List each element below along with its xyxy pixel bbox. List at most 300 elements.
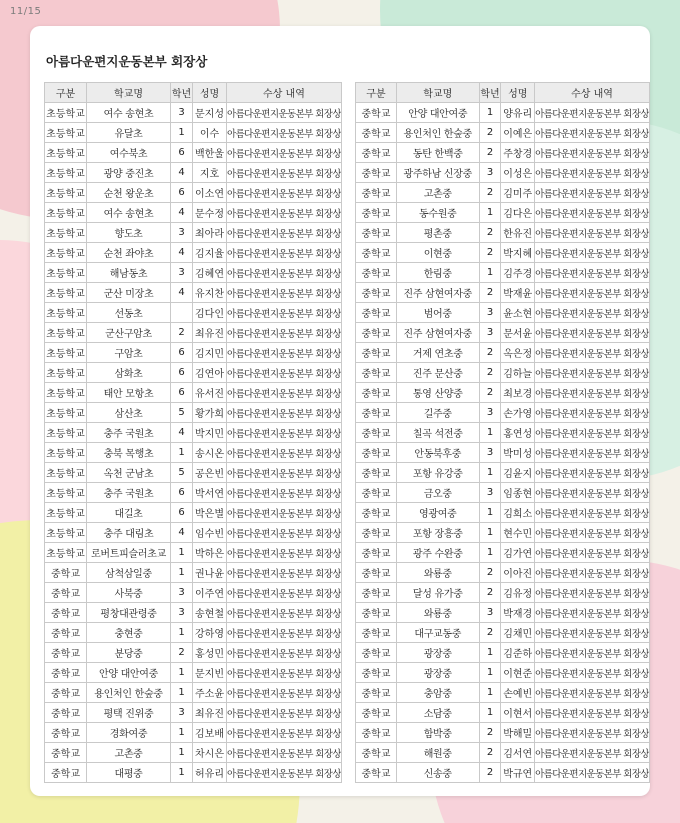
name-cell: 김혜연 — [193, 263, 227, 283]
table-row — [356, 283, 650, 303]
category-cell: 중학교 — [356, 743, 397, 763]
category-cell: 중학교 — [356, 423, 397, 443]
name-cell: 문서윤 — [501, 323, 535, 343]
school-cell: 고촌중 — [87, 743, 171, 763]
school-cell: 와룡중 — [396, 563, 479, 583]
grade-cell: 3 — [479, 303, 501, 323]
award-cell: 아름다운편지운동본부 회장상 — [535, 503, 650, 523]
table-row — [45, 583, 342, 603]
category-cell: 초등학교 — [45, 263, 87, 283]
school-cell: 삼화초 — [87, 363, 171, 383]
grade-cell: 1 — [479, 663, 501, 683]
award-cell: 아름다운편지운동본부 회장상 — [535, 243, 650, 263]
grade-cell: 1 — [171, 543, 193, 563]
category-cell: 중학교 — [356, 263, 397, 283]
school-cell: 군산 미장초 — [87, 283, 171, 303]
grade-cell: 1 — [479, 503, 501, 523]
table-row — [45, 663, 342, 683]
name-cell: 유서진 — [193, 383, 227, 403]
award-cell: 아름다운편지운동본부 회장상 — [535, 663, 650, 683]
name-cell: 이현서 — [501, 703, 535, 723]
award-cell: 아름다운편지운동본부 회장상 — [535, 623, 650, 643]
category-cell: 초등학교 — [45, 203, 87, 223]
award-cell: 아름다운편지운동본부 회장상 — [535, 363, 650, 383]
school-cell: 로버트피슬러초교 — [87, 543, 171, 563]
school-cell: 이현중 — [396, 243, 479, 263]
name-cell: 한유진 — [501, 223, 535, 243]
school-cell: 길주중 — [396, 403, 479, 423]
award-cell: 아름다운편지운동본부 회장상 — [227, 423, 342, 443]
category-cell: 중학교 — [356, 463, 397, 483]
name-cell: 최유진 — [193, 323, 227, 343]
name-cell: 김다은 — [501, 203, 535, 223]
award-cell: 아름다운편지운동본부 회장상 — [227, 103, 342, 123]
grade-cell: 5 — [171, 403, 193, 423]
name-cell: 김미주 — [501, 183, 535, 203]
name-cell: 옥은정 — [501, 343, 535, 363]
category-cell: 중학교 — [45, 723, 87, 743]
award-cell: 아름다운편지운동본부 회장상 — [227, 283, 342, 303]
category-cell: 중학교 — [45, 683, 87, 703]
name-cell: 문지성 — [193, 103, 227, 123]
category-cell: 초등학교 — [45, 423, 87, 443]
table-row — [45, 543, 342, 563]
school-cell: 경화여중 — [87, 723, 171, 743]
award-cell: 아름다운편지운동본부 회장상 — [535, 163, 650, 183]
category-cell: 중학교 — [356, 563, 397, 583]
school-cell: 대평중 — [87, 763, 171, 783]
table-row — [356, 483, 650, 503]
table-row — [356, 323, 650, 343]
grade-cell: 1 — [479, 263, 501, 283]
name-cell: 임수빈 — [193, 523, 227, 543]
table-row — [45, 443, 342, 463]
grade-cell: 4 — [171, 423, 193, 443]
award-cell: 아름다운편지운동본부 회장상 — [227, 663, 342, 683]
name-cell: 양유리 — [501, 103, 535, 123]
table-row — [45, 143, 342, 163]
category-cell: 중학교 — [356, 103, 397, 123]
category-cell: 중학교 — [356, 183, 397, 203]
table-row — [45, 183, 342, 203]
category-cell: 중학교 — [356, 503, 397, 523]
table-row — [356, 563, 650, 583]
category-cell: 중학교 — [356, 123, 397, 143]
header-category: 구분 — [356, 83, 397, 103]
category-cell: 중학교 — [45, 603, 87, 623]
name-cell: 이예은 — [501, 123, 535, 143]
grade-cell: 6 — [171, 183, 193, 203]
category-cell: 중학교 — [356, 243, 397, 263]
award-cell: 아름다운편지운동본부 회장상 — [535, 343, 650, 363]
header-category: 구분 — [45, 83, 87, 103]
table-row — [356, 703, 650, 723]
category-cell: 중학교 — [356, 163, 397, 183]
grade-cell: 1 — [479, 523, 501, 543]
award-cell: 아름다운편지운동본부 회장상 — [535, 223, 650, 243]
table-row — [45, 123, 342, 143]
grade-cell: 2 — [479, 143, 501, 163]
school-cell: 거제 연초중 — [396, 343, 479, 363]
table-row — [356, 123, 650, 143]
award-cell: 아름다운편지운동본부 회장상 — [227, 703, 342, 723]
name-cell: 박하은 — [193, 543, 227, 563]
table-row — [45, 243, 342, 263]
award-cell: 아름다운편지운동본부 회장상 — [535, 463, 650, 483]
table-row — [356, 183, 650, 203]
award-cell: 아름다운편지운동본부 회장상 — [535, 263, 650, 283]
award-cell: 아름다운편지운동본부 회장상 — [535, 703, 650, 723]
award-cell: 아름다운편지운동본부 회장상 — [535, 643, 650, 663]
name-cell: 김연아 — [193, 363, 227, 383]
school-cell: 옥천 군남초 — [87, 463, 171, 483]
school-cell: 선동초 — [87, 303, 171, 323]
grade-cell: 3 — [479, 603, 501, 623]
school-cell: 구암초 — [87, 343, 171, 363]
name-cell: 송현철 — [193, 603, 227, 623]
school-cell: 충주 국원초 — [87, 423, 171, 443]
table-row — [45, 623, 342, 643]
school-cell: 포항 장흥중 — [396, 523, 479, 543]
name-cell: 최유진 — [193, 703, 227, 723]
name-cell: 김가연 — [501, 543, 535, 563]
grade-cell: 1 — [171, 683, 193, 703]
category-cell: 초등학교 — [45, 523, 87, 543]
name-cell: 이성은 — [501, 163, 535, 183]
table-row — [45, 263, 342, 283]
category-cell: 초등학교 — [45, 103, 87, 123]
school-cell: 충북 목행초 — [87, 443, 171, 463]
category-cell: 중학교 — [45, 623, 87, 643]
category-cell: 초등학교 — [45, 143, 87, 163]
grade-cell: 3 — [171, 703, 193, 723]
grade-cell: 3 — [171, 223, 193, 243]
school-cell: 분당중 — [87, 643, 171, 663]
name-cell: 차시은 — [193, 743, 227, 763]
table-row — [45, 423, 342, 443]
grade-cell: 4 — [171, 243, 193, 263]
table-row — [356, 463, 650, 483]
category-cell: 중학교 — [356, 623, 397, 643]
name-cell: 지호 — [193, 163, 227, 183]
award-table-left — [44, 82, 342, 783]
school-cell: 와룡중 — [396, 603, 479, 623]
award-cell: 아름다운편지운동본부 회장상 — [535, 743, 650, 763]
grade-cell: 1 — [479, 543, 501, 563]
category-cell: 초등학교 — [45, 543, 87, 563]
award-cell: 아름다운편지운동본부 회장상 — [227, 143, 342, 163]
name-cell: 김지율 — [193, 243, 227, 263]
table-row — [45, 703, 342, 723]
table-row — [45, 483, 342, 503]
table-row — [356, 423, 650, 443]
grade-cell: 1 — [171, 743, 193, 763]
school-cell: 신송중 — [396, 763, 479, 783]
award-cell: 아름다운편지운동본부 회장상 — [227, 683, 342, 703]
table-row — [45, 283, 342, 303]
school-cell: 통영 산양중 — [396, 383, 479, 403]
grade-cell: 6 — [171, 343, 193, 363]
table-row — [45, 223, 342, 243]
grade-cell: 1 — [171, 723, 193, 743]
school-cell: 순천 왕운초 — [87, 183, 171, 203]
grade-cell: 3 — [171, 603, 193, 623]
category-cell: 중학교 — [356, 203, 397, 223]
table-row — [356, 763, 650, 783]
table-body — [356, 103, 650, 783]
school-cell: 달성 유가중 — [396, 583, 479, 603]
award-cell: 아름다운편지운동본부 회장상 — [227, 403, 342, 423]
table-row — [356, 223, 650, 243]
table-row — [356, 243, 650, 263]
award-cell: 아름다운편지운동본부 회장상 — [227, 323, 342, 343]
grade-cell: 6 — [171, 503, 193, 523]
table-row — [45, 643, 342, 663]
table-row — [45, 503, 342, 523]
award-cell: 아름다운편지운동본부 회장상 — [227, 563, 342, 583]
table-row — [356, 743, 650, 763]
table-row — [356, 363, 650, 383]
category-cell: 초등학교 — [45, 343, 87, 363]
page-title: 아름다운편지운동본부 회장상 — [46, 54, 208, 69]
award-cell: 아름다운편지운동본부 회장상 — [535, 423, 650, 443]
school-cell: 안양 대안여중 — [396, 103, 479, 123]
grade-cell: 2 — [479, 243, 501, 263]
table-row — [45, 723, 342, 743]
award-cell: 아름다운편지운동본부 회장상 — [227, 343, 342, 363]
table-row — [356, 663, 650, 683]
category-cell: 중학교 — [356, 763, 397, 783]
table-row — [356, 443, 650, 463]
name-cell: 박해밀 — [501, 723, 535, 743]
grade-cell: 3 — [479, 443, 501, 463]
category-cell: 중학교 — [356, 703, 397, 723]
award-cell: 아름다운편지운동본부 회장상 — [227, 123, 342, 143]
school-cell: 향도초 — [87, 223, 171, 243]
grade-cell: 4 — [171, 283, 193, 303]
table-row — [45, 343, 342, 363]
award-cell: 아름다운편지운동본부 회장상 — [535, 103, 650, 123]
table-row — [45, 403, 342, 423]
table-row — [45, 603, 342, 623]
table-row — [356, 683, 650, 703]
name-cell: 문수정 — [193, 203, 227, 223]
grade-cell: 1 — [479, 643, 501, 663]
table-row — [45, 763, 342, 783]
category-cell: 초등학교 — [45, 383, 87, 403]
school-cell: 광장중 — [396, 663, 479, 683]
header-school: 학교명 — [396, 83, 479, 103]
table-row — [356, 403, 650, 423]
award-cell: 아름다운편지운동본부 회장상 — [535, 683, 650, 703]
school-cell: 용인처인 한숲중 — [396, 123, 479, 143]
name-cell: 김지민 — [193, 343, 227, 363]
school-cell: 동탄 한백중 — [396, 143, 479, 163]
grade-cell: 4 — [171, 163, 193, 183]
category-cell: 초등학교 — [45, 183, 87, 203]
school-cell: 삼척삼일중 — [87, 563, 171, 583]
name-cell: 주소윤 — [193, 683, 227, 703]
award-table-right — [355, 82, 650, 783]
award-cell: 아름다운편지운동본부 회장상 — [535, 303, 650, 323]
name-cell: 손예빈 — [501, 683, 535, 703]
school-cell: 진주 문산중 — [396, 363, 479, 383]
grade-cell: 4 — [171, 523, 193, 543]
award-cell: 아름다운편지운동본부 회장상 — [227, 583, 342, 603]
table-row — [45, 383, 342, 403]
award-cell: 아름다운편지운동본부 회장상 — [535, 283, 650, 303]
table-row — [356, 583, 650, 603]
award-cell: 아름다운편지운동본부 회장상 — [227, 263, 342, 283]
award-cell: 아름다운편지운동본부 회장상 — [227, 743, 342, 763]
grade-cell: 1 — [479, 683, 501, 703]
grade-cell: 3 — [171, 103, 193, 123]
award-cell: 아름다운편지운동본부 회장상 — [227, 183, 342, 203]
category-cell: 중학교 — [45, 703, 87, 723]
category-cell: 중학교 — [45, 663, 87, 683]
school-cell: 대구교동중 — [396, 623, 479, 643]
table-row — [356, 643, 650, 663]
category-cell: 중학교 — [356, 443, 397, 463]
name-cell: 공은빈 — [193, 463, 227, 483]
table-row — [45, 743, 342, 763]
grade-cell: 2 — [479, 223, 501, 243]
name-cell: 김하늘 — [501, 363, 535, 383]
award-cell: 아름다운편지운동본부 회장상 — [535, 443, 650, 463]
grade-cell: 1 — [479, 203, 501, 223]
table-header-row — [356, 83, 650, 103]
name-cell: 김희소 — [501, 503, 535, 523]
award-cell: 아름다운편지운동본부 회장상 — [535, 603, 650, 623]
award-cell: 아름다운편지운동본부 회장상 — [227, 483, 342, 503]
name-cell: 박재경 — [501, 603, 535, 623]
grade-cell: 1 — [171, 663, 193, 683]
category-cell: 중학교 — [356, 363, 397, 383]
school-cell: 한림중 — [396, 263, 479, 283]
page-number: 11/15 — [10, 6, 42, 17]
grade-cell: 1 — [479, 423, 501, 443]
grade-cell: 2 — [479, 343, 501, 363]
category-cell: 중학교 — [356, 643, 397, 663]
category-cell: 초등학교 — [45, 283, 87, 303]
school-cell: 여수북초 — [87, 143, 171, 163]
award-cell: 아름다운편지운동본부 회장상 — [535, 563, 650, 583]
name-cell: 박지혜 — [501, 243, 535, 263]
school-cell: 순천 좌야초 — [87, 243, 171, 263]
award-cell: 아름다운편지운동본부 회장상 — [227, 523, 342, 543]
table-row — [45, 163, 342, 183]
award-cell: 아름다운편지운동본부 회장상 — [535, 203, 650, 223]
table-row — [45, 463, 342, 483]
category-cell: 초등학교 — [45, 303, 87, 323]
school-cell: 포항 유강중 — [396, 463, 479, 483]
content-card — [30, 26, 650, 796]
school-cell: 평촌중 — [396, 223, 479, 243]
category-cell: 중학교 — [356, 723, 397, 743]
school-cell: 함박중 — [396, 723, 479, 743]
table-row — [45, 563, 342, 583]
table-row — [45, 103, 342, 123]
grade-cell: 6 — [171, 143, 193, 163]
category-cell: 초등학교 — [45, 403, 87, 423]
name-cell: 이현준 — [501, 663, 535, 683]
name-cell: 이소연 — [193, 183, 227, 203]
category-cell: 초등학교 — [45, 243, 87, 263]
grade-cell: 1 — [171, 123, 193, 143]
school-cell: 군산구암초 — [87, 323, 171, 343]
grade-cell: 3 — [479, 323, 501, 343]
category-cell: 중학교 — [356, 383, 397, 403]
category-cell: 중학교 — [356, 223, 397, 243]
award-cell: 아름다운편지운동본부 회장상 — [535, 583, 650, 603]
award-cell: 아름다운편지운동본부 회장상 — [535, 523, 650, 543]
school-cell: 여수 송현초 — [87, 203, 171, 223]
school-cell: 충주 국원초 — [87, 483, 171, 503]
name-cell: 김윤지 — [501, 463, 535, 483]
award-cell: 아름다운편지운동본부 회장상 — [535, 123, 650, 143]
grade-cell: 2 — [479, 763, 501, 783]
table-row — [356, 303, 650, 323]
name-cell: 윤소현 — [501, 303, 535, 323]
award-cell: 아름다운편지운동본부 회장상 — [227, 303, 342, 323]
grade-cell — [171, 303, 193, 323]
table-header-row — [45, 83, 342, 103]
category-cell: 중학교 — [356, 583, 397, 603]
table-row — [356, 163, 650, 183]
name-cell: 박서연 — [193, 483, 227, 503]
table-row — [356, 603, 650, 623]
table-body — [45, 103, 342, 783]
school-cell: 해남동초 — [87, 263, 171, 283]
award-cell: 아름다운편지운동본부 회장상 — [535, 183, 650, 203]
award-cell: 아름다운편지운동본부 회장상 — [227, 363, 342, 383]
name-cell: 유지찬 — [193, 283, 227, 303]
table-row — [45, 303, 342, 323]
award-cell: 아름다운편지운동본부 회장상 — [227, 203, 342, 223]
table-row — [356, 203, 650, 223]
category-cell: 중학교 — [356, 283, 397, 303]
table-row — [45, 363, 342, 383]
award-cell: 아름다운편지운동본부 회장상 — [535, 403, 650, 423]
award-cell: 아름다운편지운동본부 회장상 — [227, 623, 342, 643]
award-cell: 아름다운편지운동본부 회장상 — [535, 323, 650, 343]
table-row — [356, 263, 650, 283]
school-cell: 충현중 — [87, 623, 171, 643]
grade-cell: 3 — [171, 263, 193, 283]
award-cell: 아름다운편지운동본부 회장상 — [227, 163, 342, 183]
school-cell: 삼산초 — [87, 403, 171, 423]
category-cell: 중학교 — [356, 303, 397, 323]
grade-cell: 5 — [171, 463, 193, 483]
category-cell: 초등학교 — [45, 323, 87, 343]
grade-cell: 2 — [479, 743, 501, 763]
award-cell: 아름다운편지운동본부 회장상 — [227, 723, 342, 743]
grade-cell: 2 — [479, 123, 501, 143]
award-cell: 아름다운편지운동본부 회장상 — [535, 383, 650, 403]
name-cell: 박규연 — [501, 763, 535, 783]
grade-cell: 1 — [479, 463, 501, 483]
name-cell: 현수민 — [501, 523, 535, 543]
table-row — [45, 523, 342, 543]
table-row — [356, 503, 650, 523]
school-cell: 사북중 — [87, 583, 171, 603]
grade-cell: 2 — [479, 283, 501, 303]
table-row — [356, 523, 650, 543]
category-cell: 초등학교 — [45, 363, 87, 383]
name-cell: 이수 — [193, 123, 227, 143]
grade-cell: 2 — [479, 363, 501, 383]
school-cell: 충주 대림초 — [87, 523, 171, 543]
